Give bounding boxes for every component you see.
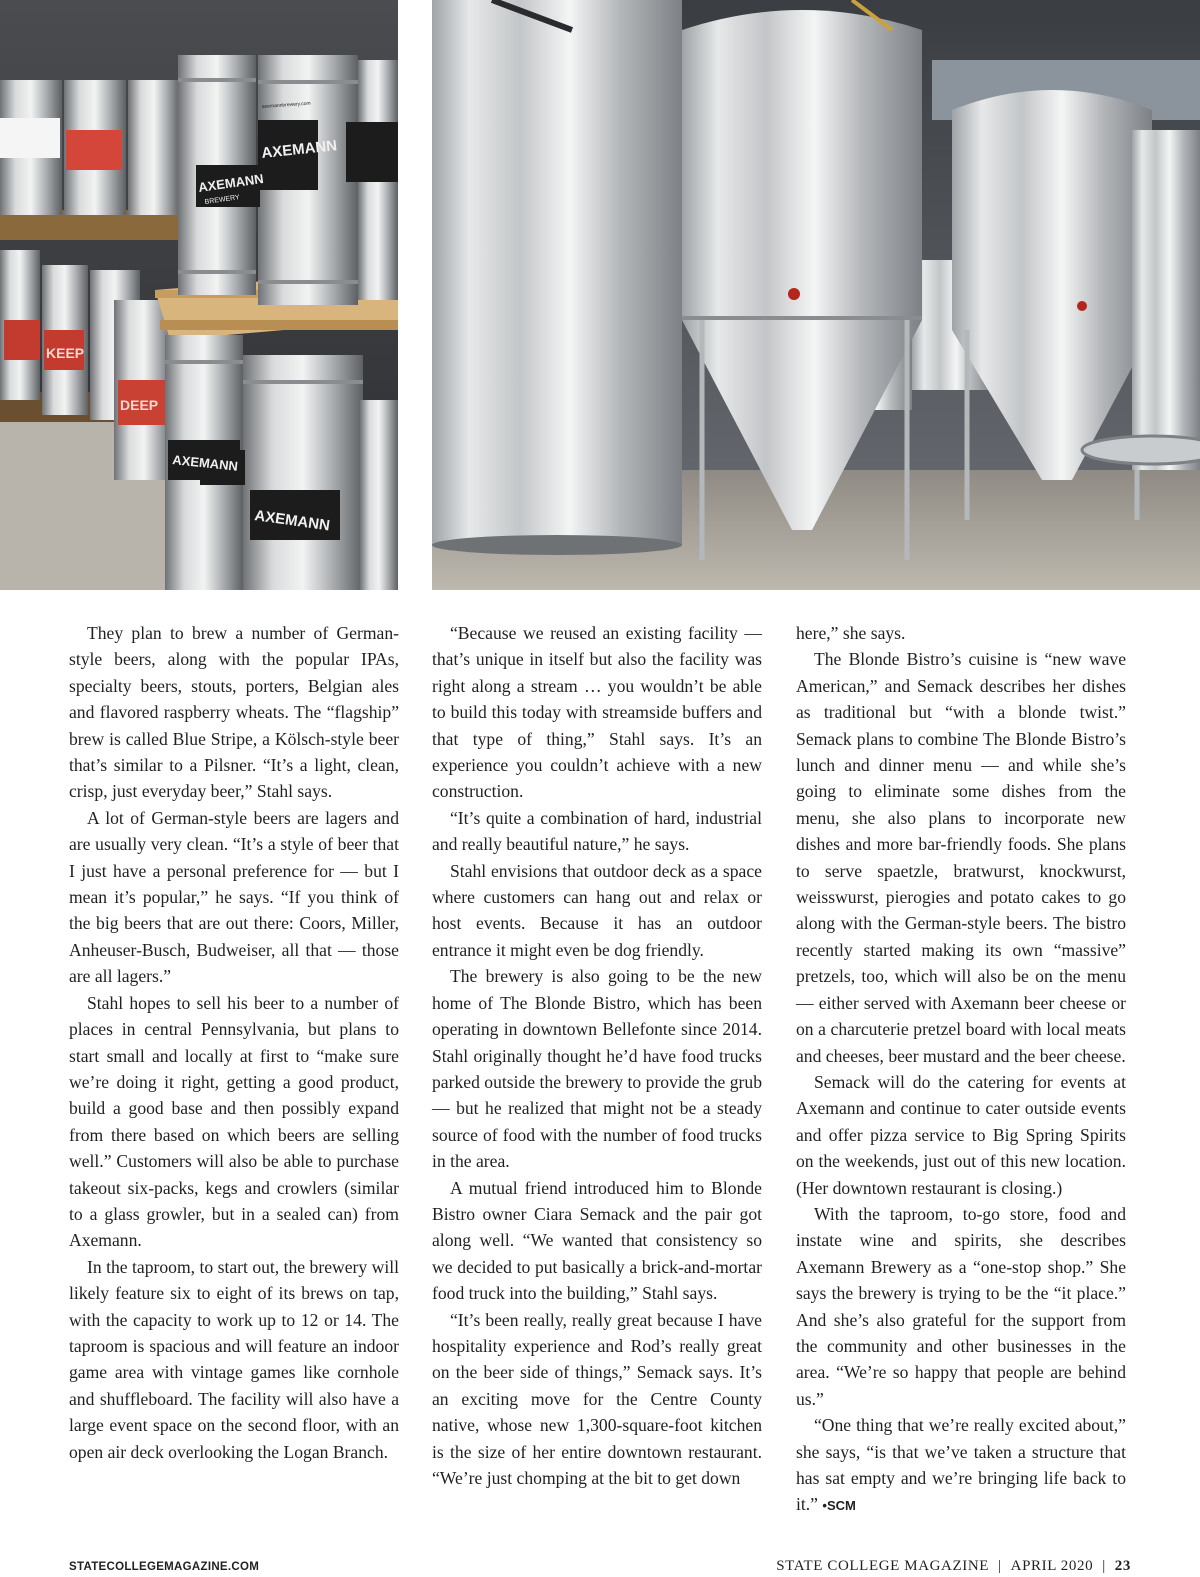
paragraph: The Blonde Bistro’s cuisine is “new wave American,” and Semack describes her dishes as traditional but “with a blonde twist.” Semack plans to combine The Blonde Bistro’s lunch and dinner menu — and while she’s going to eliminate some dishes from the menu, she also plans to incorporate new dishes and more bar-friendly foods. She plans to serve spaetzle, bratwurst, knockwurst, weisswurst, pierogies and potato cakes to go along with the German-style beers. The bistro recently started making its own “massive” pretzels, too, which will also be on the menu — either served with Axemann beer cheese or on a charcuterie pretzel board with local meats and cheeses, beer mustard and the beer cheese. [796, 649, 1126, 1066]
paragraph: Stahl hopes to sell his beer to a number of places in central Pennsylvania, but plans to start small and locally at first to “make sure we’re doing it right, getting a good product, build a good base and then possibly expand from there based on which beers are selling well.” Customers will also be able to purchase takeout six-packs, kegs and crowlers (similar to a glass growler, but in a sealed can) from Axemann. [69, 992, 399, 1251]
paragraph: “It’s quite a combination of hard, industrial and really beautiful nature,” he says. [432, 807, 762, 855]
article-column-3 [796, 620, 1126, 1520]
paragraph: “It’s been really, really great because I have hospitality experience and Rod’s really great on the beer side of things,” Semack says. It’s an exciting move for the Centre County native, whose new 1,300-square-foot kitchen is the size of her entire downtown restaurant. “We’re just chomping at the bit to get down [432, 1309, 762, 1488]
keg-label-2: BREWERY [204, 194, 241, 206]
paragraph: With the taproom, to-go store, food and instate wine and spirits, she describes Axemann Brewery as a “one-stop shop.” She says the brewery is trying to be the “it place.” And she’s also grateful for the support from the community and other businesses in the area. “We’re so happy that people are behind us.” [796, 1203, 1126, 1409]
keg-label-8: DEEP [120, 397, 159, 413]
paragraph: They plan to brew a number of German-style beers, along with the popular IPAs, specialty beers, stouts, porters, Belgian ales and flavored raspberry wheats. The “flagship” brew is called Blue Stripe, a Kölsch-style beer that’s similar to a Pilsner. “It’s a light, clean, crisp, just everyday beer,” Stahl says. [69, 623, 399, 802]
keg-label-5: AXEMANN [171, 452, 239, 474]
footer-website: STATECOLLEGEMAGAZINE.COM [69, 1561, 260, 1573]
kegs-photo-graphic [0, 0, 398, 590]
paragraph: Semack will do the catering for events at Axemann and continue to cater outside events and offer pizza service to Big Spring Spirits on the weekends, just out of this new location. (Her downtown restaurant is closing.) [796, 1071, 1126, 1198]
final-paragraph-text: “One thing that we’re really excited about,” she says, “is that we’ve taken a structure that has sat empty and we’re bringing life back to it.” [796, 1415, 1126, 1515]
footer-issue: APRIL 2020 [1010, 1558, 1094, 1574]
keg-label-3: AXEMANN [260, 137, 338, 162]
keg-label-6: AXEMANN [253, 507, 331, 535]
paragraph: Stahl envisions that outdoor deck as a space where customers can hang out and relax or host events. Because it has an outdoor entrance it might even be dog friendly. [432, 860, 762, 960]
end-mark: •SCM [822, 1498, 856, 1514]
tanks-photo-graphic [432, 0, 1200, 590]
keg-label-7: KEEP [46, 345, 85, 361]
footer-magazine-name: STATE COLLEGE MAGAZINE [776, 1558, 990, 1574]
footer-folio [776, 1558, 1131, 1575]
article-column-2 [432, 620, 762, 1491]
paragraph: The brewery is also going to be the new home of The Blonde Bistro, which has been operating in downtown Bellefonte since 2014. Stahl originally thought he’d have food trucks parked outside the brewery to provide the grub — but he realized that might not be a steady source of food with the number of food trucks in the area. [432, 966, 762, 1172]
paragraph: A mutual friend introduced him to Blonde Bistro owner Ciara Semack and the pair got along well. “We wanted that consistency so we decided to put basically a brick-and-mortar food truck into the building,” Stahl says. [432, 1177, 762, 1304]
paragraph-continued: here,” she says. [796, 623, 906, 643]
paragraph-final [796, 1412, 1126, 1520]
kegs-photo [0, 0, 398, 590]
tanks-photo [432, 0, 1200, 590]
paragraph: In the taproom, to start out, the brewery will likely feature six to eight of its brews on tap, with the capacity to work up to 12 or 14. The taproom is spacious and will feature an indoor game area with vintage games like cornhole and shuffleboard. The facility will also have a large event space on the second floor, with an open air deck overlooking the Logan Branch. [69, 1256, 399, 1462]
keg-label-4: axemannbrewery.com [261, 100, 311, 110]
paragraph: “Because we reused an existing facility — that’s unique in itself but also the facility was right along a stream … you wouldn’t be able to build this today with streamside buffers and that type of thing,” Stahl says. It’s an experience you couldn’t achieve with a new construction. [432, 623, 762, 802]
article-column-1 [69, 620, 399, 1465]
footer-separator: | [998, 1558, 1002, 1574]
keg-label-1: AXEMANN [197, 170, 265, 195]
page-number: 23 [1114, 1558, 1131, 1574]
footer-separator: | [1102, 1558, 1106, 1574]
paragraph: A lot of German-style beers are lagers and are usually very clean. “It’s a style of beer that I just have a personal preference for — but I mean it’s popular,” he says. “If you think of the big beers that are out there: Coors, Miller, Anheuser-Busch, Budweiser, all that — those are all lagers.” [69, 807, 399, 987]
